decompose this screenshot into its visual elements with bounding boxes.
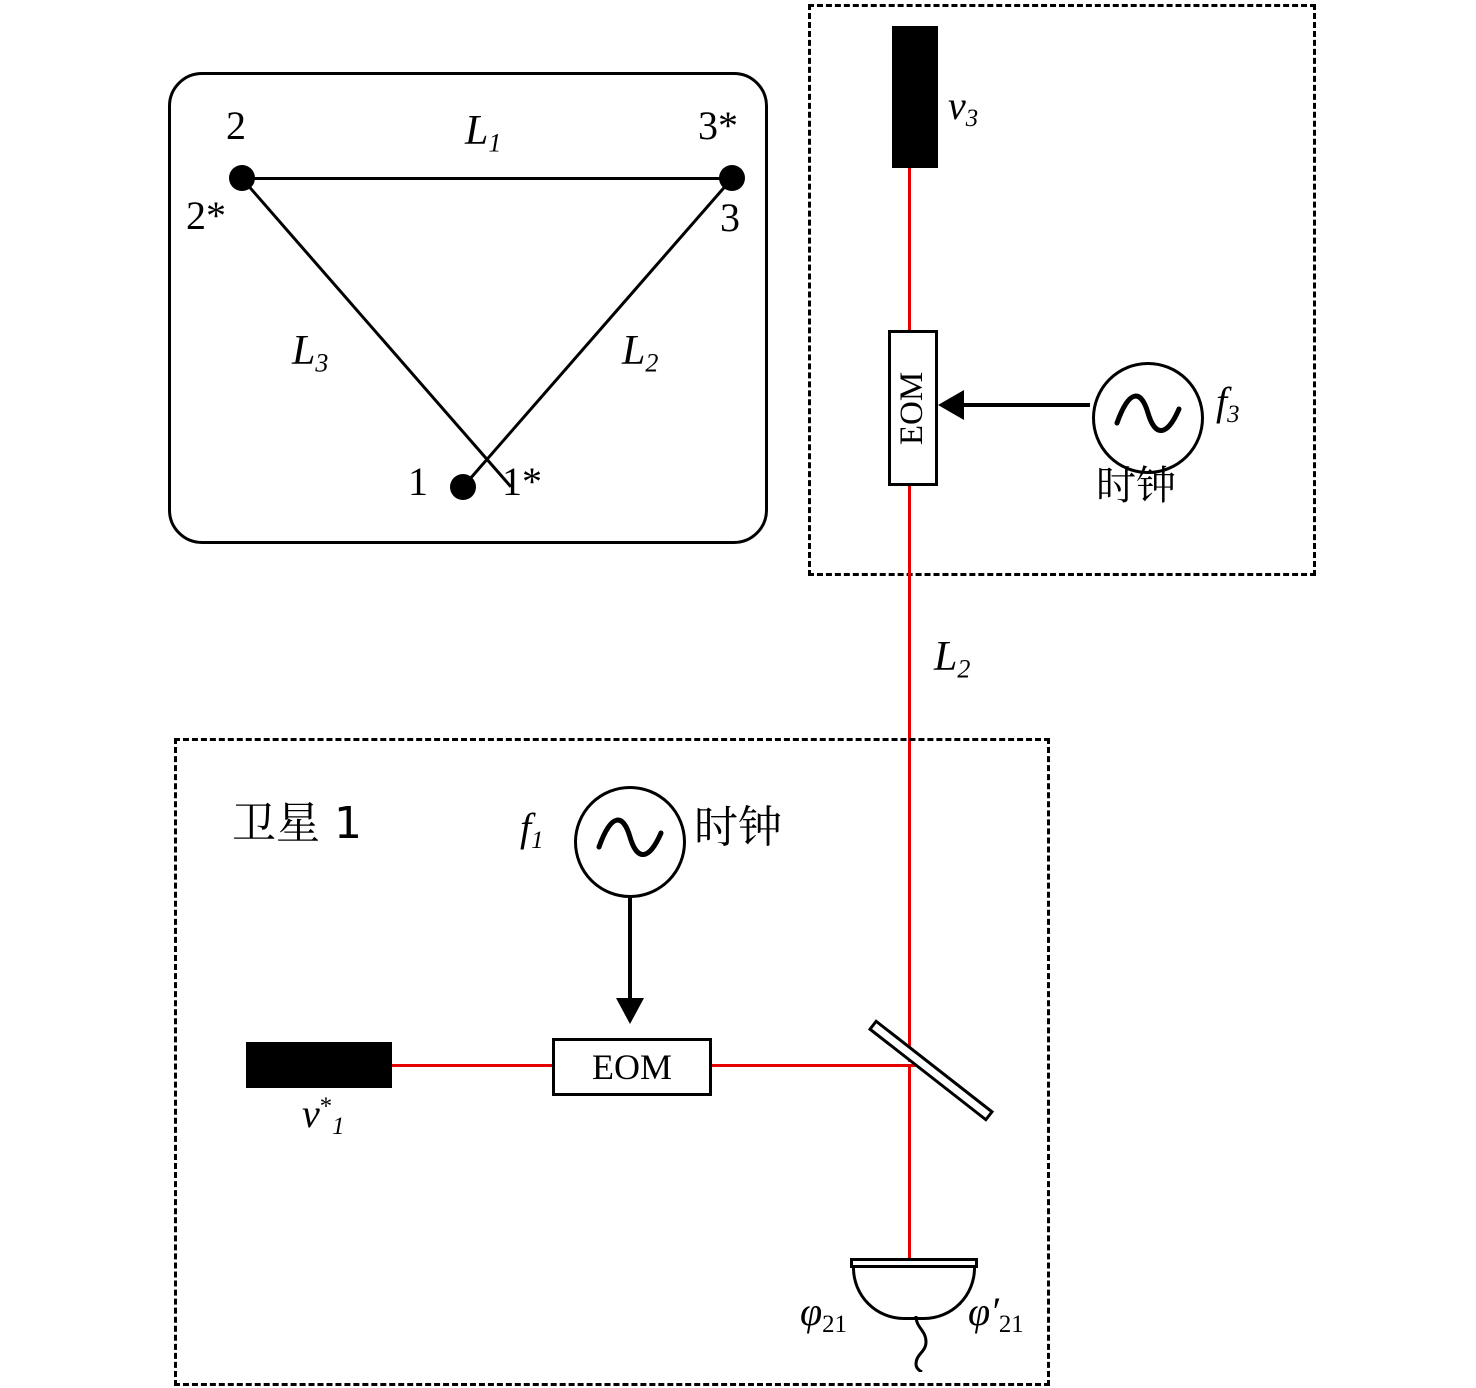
node-2-star-label: 2* bbox=[186, 193, 226, 238]
sine-wave-icon bbox=[1095, 365, 1201, 471]
arm-label-L2: $L_2$ bbox=[622, 328, 659, 378]
arm-label-L1: $L_1$ bbox=[465, 108, 502, 158]
node-3-star-label: 3* bbox=[698, 103, 738, 148]
detector-wire-icon bbox=[904, 1316, 944, 1372]
satellite-1-clock bbox=[574, 786, 686, 898]
satellite-1-clock-text: 时钟 bbox=[694, 802, 782, 853]
satellite-1-title: 卫星 1 bbox=[232, 798, 362, 849]
satellite-1-clock-arrow-line bbox=[628, 898, 632, 1002]
phase-left-label: $\varphi_{21}$ bbox=[800, 1289, 847, 1338]
satellite-3-eom: EOM bbox=[888, 330, 938, 486]
satellite-3-clock bbox=[1092, 362, 1204, 474]
satellite-1-clock-freq-label: $f_1$ bbox=[520, 805, 544, 854]
satellite-3-clock-arrow-line bbox=[962, 403, 1090, 407]
phase-right-label: $\varphi'_{21}$ bbox=[968, 1289, 1024, 1338]
satellite-3-clock-arrow-head bbox=[938, 390, 964, 420]
satellite-3-clock-freq-label: $f_3$ bbox=[1216, 379, 1240, 428]
satellite-1-eom: EOM bbox=[552, 1038, 712, 1096]
arm-label-L3: $L_3$ bbox=[292, 328, 329, 378]
node-2-label: 2 bbox=[226, 103, 246, 148]
node-1-star-label: 1* bbox=[502, 459, 542, 504]
photodetector-icon bbox=[850, 1258, 978, 1324]
satellite-3-panel bbox=[808, 4, 1316, 576]
sine-wave-icon bbox=[577, 789, 683, 895]
node-1-label: 1 bbox=[408, 459, 428, 504]
satellite-1-beam-laser-to-eom bbox=[392, 1064, 554, 1067]
satellite-3-laser-label: $v_3$ bbox=[948, 83, 979, 132]
constellation-arm-L1 bbox=[242, 177, 732, 180]
constellation-node-1 bbox=[450, 474, 476, 500]
satellite-3-clock-text: 时钟 bbox=[1096, 463, 1176, 509]
satellite-3-laser bbox=[892, 26, 938, 168]
satellite-1-laser-label: $v^*_1$ bbox=[302, 1091, 345, 1140]
satellite-1-laser bbox=[246, 1042, 392, 1088]
link-L2-label: $L_2$ bbox=[934, 634, 971, 684]
beamsplitter-icon bbox=[856, 1008, 988, 1140]
constellation-node-3 bbox=[719, 165, 745, 191]
node-3-label: 3 bbox=[720, 195, 740, 240]
satellite-1-clock-arrow-head bbox=[616, 998, 644, 1024]
constellation-node-2 bbox=[229, 165, 255, 191]
satellite-3-beam-upper bbox=[908, 168, 911, 330]
